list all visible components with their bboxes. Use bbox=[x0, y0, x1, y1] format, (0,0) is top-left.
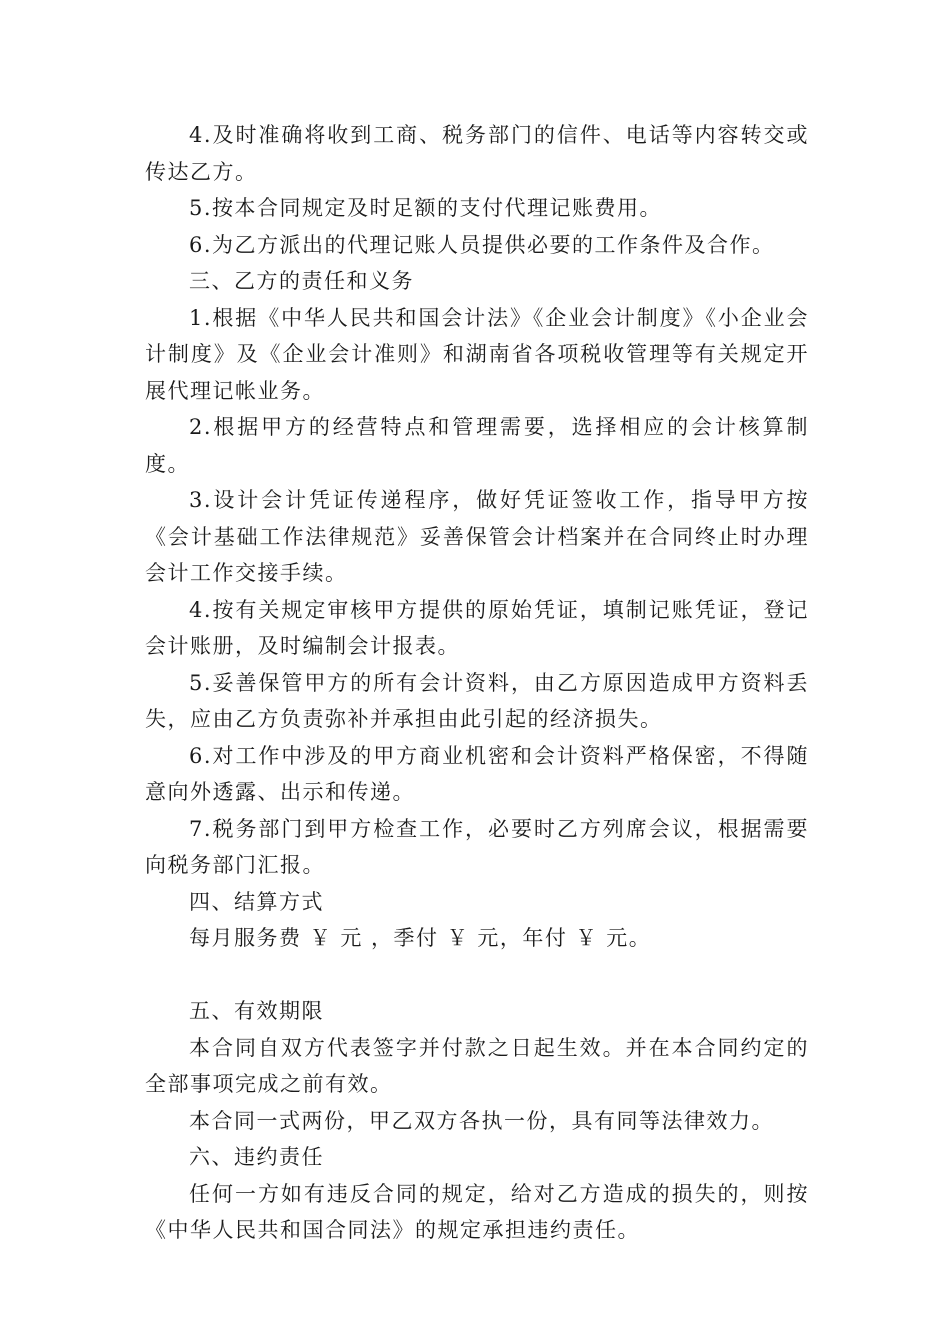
paragraph-party-a-duty-4: 4.及时准确将收到工商、税务部门的信件、电话等内容转交或传达乙方。 bbox=[145, 123, 809, 184]
section-heading-settlement: 四、结算方式 bbox=[189, 889, 324, 914]
document-body bbox=[145, 117, 809, 1249]
paragraph-validity-effective: 本合同自双方代表签字并付款之日起生效。并在本合同约定的全部事项完成之前有效。 bbox=[145, 1035, 809, 1096]
paragraph-party-b-duty-3: 3.设计会计凭证传递程序，做好凭证签收工作，指导甲方按《会计基础工作法律规范》妥善保管会计档案并在合同终止时办理会计工作交接手续。 bbox=[145, 488, 809, 585]
paragraph-party-b-duty-4: 4.按有关规定审核甲方提供的原始凭证，填制记账凭证，登记会计账册，及时编制会计报表。 bbox=[145, 597, 809, 658]
paragraph-party-b-duty-2: 2.根据甲方的经营特点和管理需要，选择相应的会计核算制度。 bbox=[145, 415, 809, 476]
paragraph-party-b-duty-1: 1.根据《中华人民共和国会计法》《企业会计制度》《小企业会计制度》及《企业会计准则》和湖南省各项税收管理等有关规定开展代理记帐业务。 bbox=[145, 305, 809, 403]
paragraph-party-b-duty-5: 5.妥善保管甲方的所有会计资料，由乙方原因造成甲方资料丢失，应由乙方负责弥补并承担由此引起的经济损失。 bbox=[145, 670, 809, 731]
section-heading-party-b-duties: 三、乙方的责任和义务 bbox=[189, 269, 414, 293]
paragraph-party-a-duty-5: 5.按本合同规定及时足额的支付代理记账费用。 bbox=[189, 196, 663, 220]
paragraph-party-b-duty-7: 7.税务部门到甲方检查工作，必要时乙方列席会议，根据需要向税务部门汇报。 bbox=[145, 816, 809, 877]
paragraph-party-a-duty-6: 6.为乙方派出的代理记账人员提供必要的工作条件及合作。 bbox=[189, 232, 775, 257]
paragraph-validity-copies: 本合同一式两份，甲乙双方各执一份，具有同等法律效力。 bbox=[189, 1108, 774, 1133]
section-heading-validity: 五、有效期限 bbox=[189, 999, 324, 1023]
paragraph-service-fee: 每月服务费 ￥ 元 ，季付 ￥ 元，年付 ￥ 元。 bbox=[189, 926, 652, 950]
paragraph-party-b-duty-6: 6.对工作中涉及的甲方商业机密和会计资料严格保密，不得随意向外透露、出示和传递。 bbox=[145, 743, 809, 804]
paragraph-breach-liability: 任何一方如有违反合同的规定，给对乙方造成的损失的，则按《中华人民共和国合同法》的规定承担违约责任。 bbox=[145, 1181, 809, 1242]
section-heading-breach: 六、违约责任 bbox=[189, 1145, 324, 1169]
